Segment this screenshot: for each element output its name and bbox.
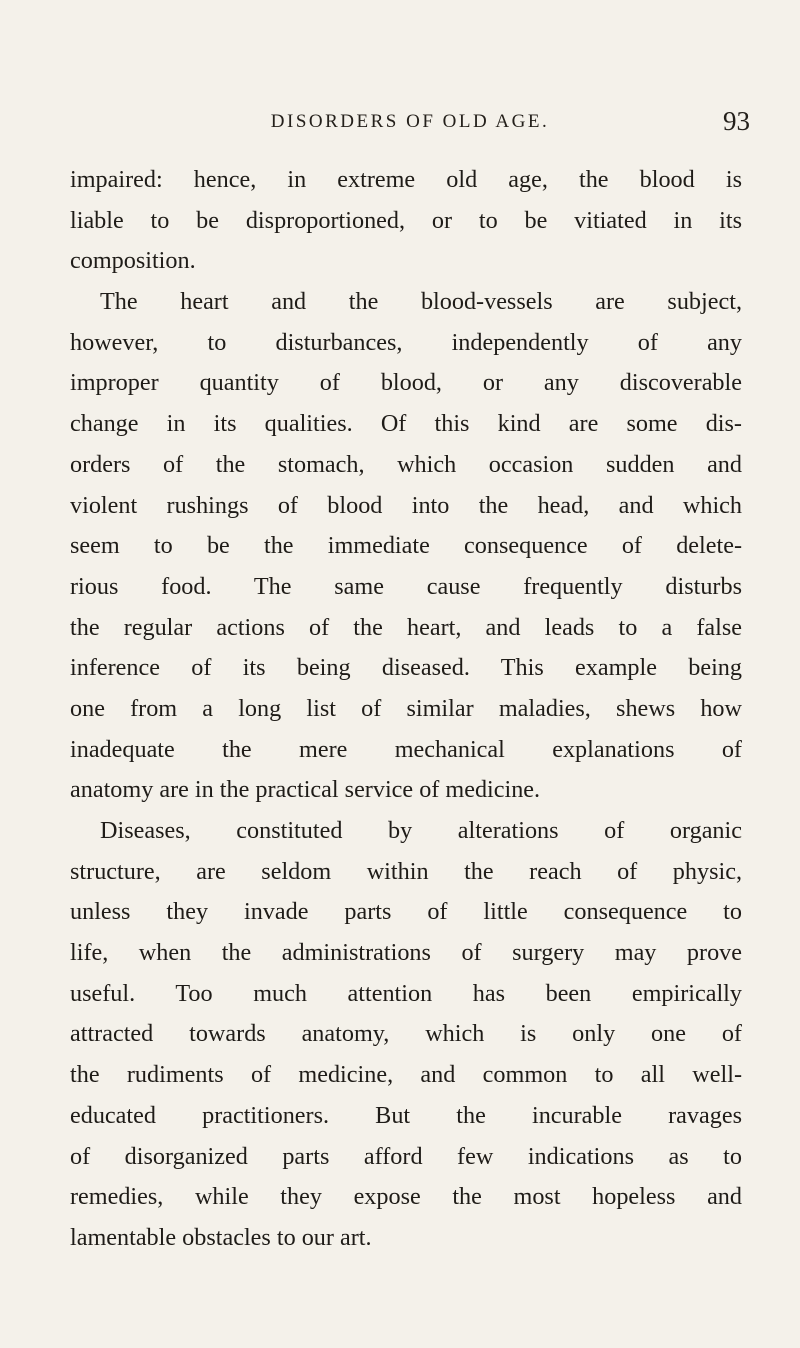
text-line: inadequate the mere mechanical explanations of xyxy=(70,735,742,763)
page-number: 93 xyxy=(723,106,750,136)
text-line: structure, are seldom within the reach of physic, xyxy=(70,857,742,885)
running-head xyxy=(70,106,750,140)
text-line: remedies, while they expose the most hopeless and xyxy=(70,1183,742,1211)
body-text xyxy=(70,160,742,1259)
text-line: one from a long list of similar maladies, shews how xyxy=(70,694,742,722)
running-title: DISORDERS OF OLD AGE. xyxy=(270,111,550,132)
text-line: The heart and the blood-vessels are subject, xyxy=(100,288,742,316)
text-line: the regular actions of the heart, and leads to a false xyxy=(70,613,742,641)
text-line: attracted towards anatomy, which is only one of xyxy=(70,1020,742,1048)
text-line: liable to be disproportioned, or to be vitiated in its xyxy=(70,206,742,234)
text-line: life, when the administrations of surgery may prove xyxy=(70,939,742,967)
text-line: of disorganized parts afford few indications as to xyxy=(70,1142,742,1170)
text-line: impaired: hence, in extreme old age, the blood is xyxy=(70,166,742,193)
text-line: orders of the stomach, which occasion sudden and xyxy=(70,450,742,478)
text-line: composition. xyxy=(70,247,196,275)
text-line: however, to disturbances, independently of any xyxy=(70,328,742,356)
text-line: lamentable obstacles to our art. xyxy=(70,1223,372,1251)
text-line: useful. Too much attention has been empirically xyxy=(70,979,742,1007)
text-line: unless they invade parts of little consequence to xyxy=(70,898,742,926)
text-line: the rudiments of medicine, and common to all well- xyxy=(70,1061,742,1089)
text-line: change in its qualities. Of this kind are some dis- xyxy=(70,410,742,438)
text-line: inference of its being diseased. This example being xyxy=(70,654,742,682)
text-line: violent rushings of blood into the head, and which xyxy=(70,491,742,519)
text-line: anatomy are in the practical service of medicine. xyxy=(70,776,541,804)
text-line: rious food. The same cause frequently disturbs xyxy=(70,572,742,600)
text-line: improper quantity of blood, or any discoverable xyxy=(70,369,742,397)
text-line: educated practitioners. But the incurable ravages xyxy=(70,1101,742,1129)
text-line: seem to be the immediate consequence of delete- xyxy=(70,532,742,560)
text-line: Diseases, constituted by alterations of organic xyxy=(100,817,742,844)
